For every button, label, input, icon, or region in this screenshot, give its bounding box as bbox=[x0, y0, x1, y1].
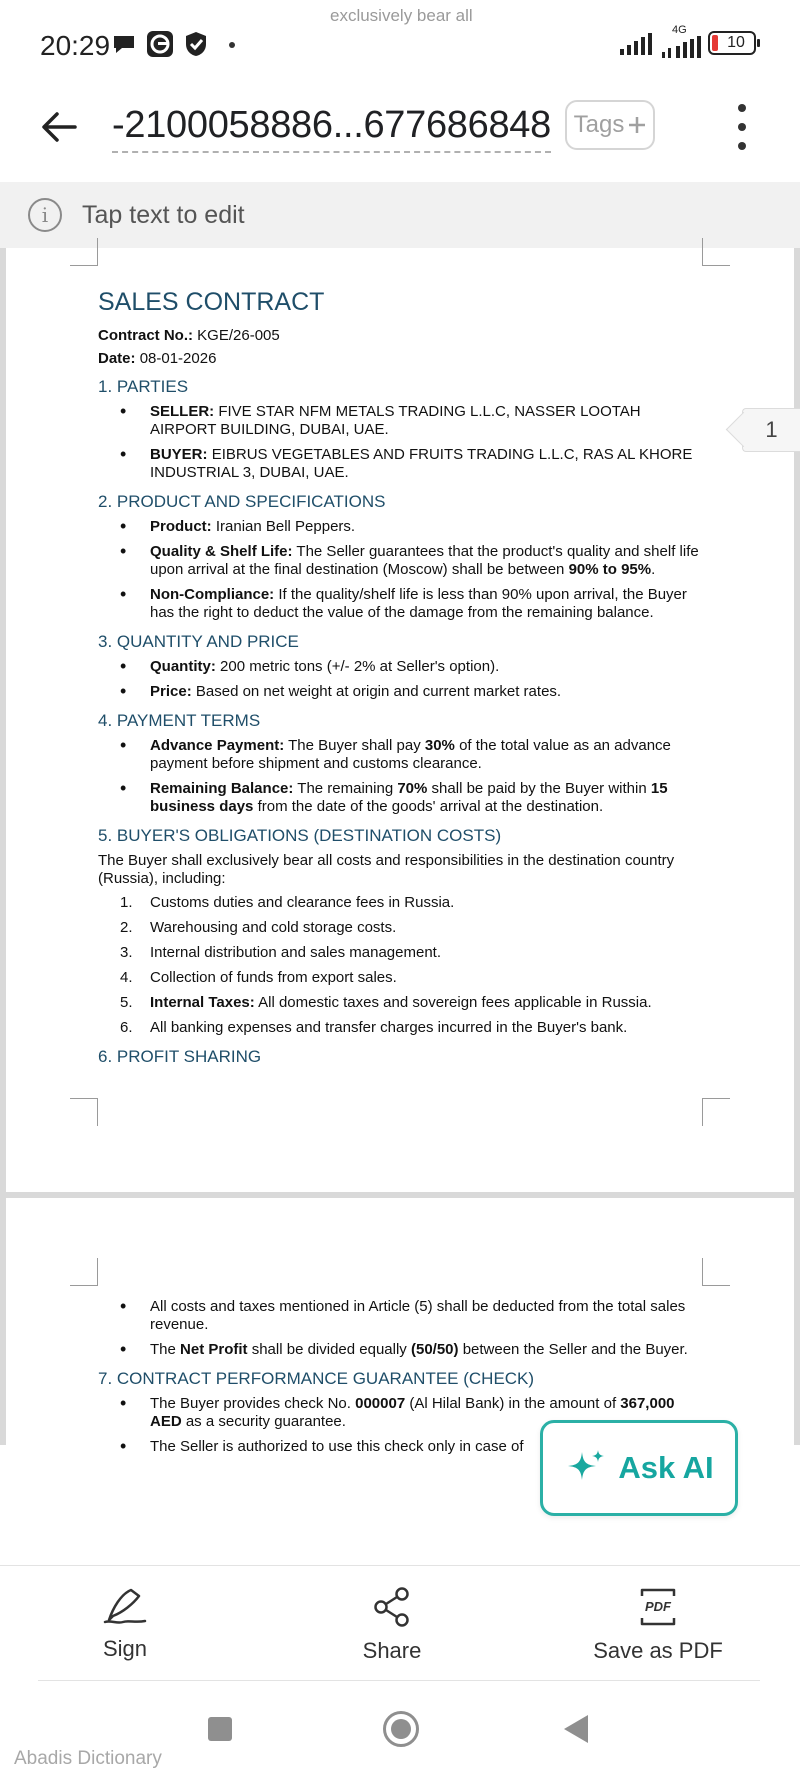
sparkle-icon bbox=[564, 1446, 608, 1490]
list-item[interactable] bbox=[98, 994, 708, 1012]
toolbar-divider bbox=[38, 1680, 760, 1681]
list-text: Warehousing and cold storage costs. bbox=[150, 919, 397, 936]
chat-icon bbox=[110, 30, 138, 58]
product-label: Product: bbox=[150, 518, 212, 535]
document-page-1[interactable] bbox=[6, 248, 794, 1192]
product-text: Iranian Bell Peppers. bbox=[215, 518, 356, 535]
sign-label: Sign bbox=[102, 1636, 148, 1661]
list-text: All banking expenses and transfer charges incurred in the Buyer's bank. bbox=[150, 1019, 628, 1036]
profit-text-rest: between the Seller and the Buyer. bbox=[462, 1341, 688, 1358]
advance-text-rest: of the total value as an advance payment before shipment and customs clearance. bbox=[150, 737, 671, 772]
remaining-days: 15 business days bbox=[150, 780, 668, 815]
buyer-label: BUYER: bbox=[150, 446, 208, 463]
section-title-quantity[interactable]: 3. QUANTITY AND PRICE bbox=[98, 632, 299, 651]
list-item[interactable] bbox=[98, 737, 708, 773]
section-title-obligations[interactable]: 5. BUYER'S OBLIGATIONS (DESTINATION COSTS) bbox=[98, 826, 502, 845]
profit-split: (50/50) bbox=[410, 1341, 459, 1358]
home-button[interactable] bbox=[383, 1711, 419, 1747]
list-item[interactable]: • Quality & Shelf Life: The Seller guarantees that the product's quality and shelf life upon arrival at the final destination (Moscow) shall be between 90% to 95%. bbox=[98, 543, 708, 579]
signal-4g-icon bbox=[662, 24, 702, 58]
guarantee-item-partial: The Seller is authorized to use this check only in case of bbox=[150, 1438, 524, 1455]
top-app-bar bbox=[0, 90, 800, 182]
net-profit-label: Net Profit bbox=[180, 1341, 248, 1358]
page-corner-mark bbox=[702, 1098, 730, 1126]
list-item[interactable] bbox=[98, 658, 708, 676]
noncompliance-text: If the quality/shelf life is less than 90% upon arrival, the Buyer has the right to deduct the value of the damage from the remaining balance. bbox=[150, 586, 687, 621]
more-dot-icon bbox=[738, 104, 746, 112]
list-item[interactable] bbox=[98, 586, 708, 622]
share-button[interactable] bbox=[302, 1586, 482, 1664]
list-item[interactable] bbox=[98, 780, 708, 816]
system-back-button[interactable] bbox=[564, 1715, 588, 1743]
advance-label: Advance Payment: bbox=[150, 737, 285, 754]
more-options-button[interactable] bbox=[730, 104, 754, 150]
contract-number-value: KGE/26-005 bbox=[197, 327, 280, 344]
buyer-text: EIBRUS VEGETABLES AND FRUITS TRADING L.L.C, RAS AL KHORE INDUSTRIAL 3, DUBAI, UAE. bbox=[150, 446, 693, 481]
ask-ai-label: Ask AI bbox=[618, 1450, 714, 1485]
list-item[interactable] bbox=[98, 894, 708, 912]
sign-button[interactable] bbox=[35, 1586, 215, 1662]
document-viewer[interactable] bbox=[0, 248, 800, 1455]
remaining-text: The remaining bbox=[297, 780, 394, 797]
seller-label: SELLER: bbox=[150, 403, 215, 420]
quality-range: 90% to 95% bbox=[568, 561, 652, 578]
back-button[interactable] bbox=[36, 104, 82, 150]
noncompliance-label: Non-Compliance: bbox=[150, 586, 275, 603]
section-title-parties[interactable]: 1. PARTIES bbox=[98, 377, 189, 396]
guarantee-amount: 367,000 AED bbox=[150, 1395, 675, 1430]
shield-check-icon bbox=[182, 30, 210, 58]
payment-list bbox=[98, 737, 708, 816]
section-title-guarantee[interactable]: 7. CONTRACT PERFORMANCE GUARANTEE (CHECK) bbox=[98, 1369, 535, 1388]
notification-icons bbox=[110, 30, 210, 58]
guarantee-text-rest: as a security guarantee. bbox=[185, 1413, 346, 1430]
save-as-pdf-label: Save as PDF bbox=[593, 1638, 723, 1663]
quantity-list bbox=[98, 658, 708, 701]
page-corner-mark bbox=[70, 238, 98, 266]
info-icon: i bbox=[28, 198, 62, 232]
page-corner-mark bbox=[70, 1098, 98, 1126]
list-item[interactable] bbox=[98, 683, 708, 701]
pdf-icon-text: PDF bbox=[645, 1599, 671, 1614]
list-text: Collection of funds from export sales. bbox=[150, 969, 397, 986]
signature-pen-icon bbox=[103, 1586, 147, 1626]
advance-text: The Buyer shall pay bbox=[288, 737, 421, 754]
seller-text: FIVE STAR NFM METALS TRADING L.L.C, NASSER LOOTAH AIRPORT BUILDING, DUBAI, UAE. bbox=[150, 403, 641, 438]
list-item[interactable] bbox=[98, 1019, 708, 1037]
edit-hint-bar bbox=[0, 182, 800, 248]
plus-icon bbox=[628, 116, 646, 134]
advance-percent: 30% bbox=[424, 737, 455, 754]
page-1-content bbox=[98, 288, 708, 1073]
remaining-label: Remaining Balance: bbox=[150, 780, 294, 797]
page-number-indicator[interactable] bbox=[742, 408, 800, 452]
list-number: 2. bbox=[120, 919, 133, 936]
tags-button[interactable] bbox=[565, 100, 655, 150]
list-number: 1. bbox=[120, 894, 133, 911]
tags-label: Tags bbox=[573, 111, 625, 138]
document-title[interactable]: -2100058886...677686848 bbox=[112, 104, 551, 153]
list-item[interactable] bbox=[98, 944, 708, 962]
quantity-text: 200 metric tons (+/- 2% at Seller's option). bbox=[220, 658, 500, 675]
list-number: 4. bbox=[120, 969, 133, 986]
dictionary-watermark: Abadis Dictionary bbox=[14, 1748, 162, 1769]
more-dot-icon bbox=[738, 123, 746, 131]
quantity-label: Quantity: bbox=[150, 658, 216, 675]
list-number: 6. bbox=[120, 1019, 133, 1036]
share-label: Share bbox=[362, 1638, 422, 1663]
guarantee-text-mid: (Al Hilal Bank) in the amount of bbox=[409, 1395, 617, 1412]
list-item[interactable] bbox=[98, 403, 708, 439]
list-text: Customs duties and clearance fees in Russia. bbox=[150, 894, 455, 911]
quality-text: The Seller guarantees that the product's quality and shelf life upon arrival at the final destination (Moscow) shall be between bbox=[150, 543, 699, 578]
product-list bbox=[98, 518, 708, 622]
battery-level: 10 bbox=[727, 34, 745, 51]
app-e-icon bbox=[146, 30, 174, 58]
check-number: 000007 bbox=[355, 1395, 406, 1412]
price-text: Based on net weight at origin and current market rates. bbox=[195, 683, 562, 700]
list-item[interactable] bbox=[98, 518, 708, 536]
remaining-text-mid: shall be paid by the Buyer within bbox=[431, 780, 647, 797]
page-number: 1 bbox=[765, 417, 778, 442]
price-label: Price: bbox=[150, 683, 192, 700]
list-item[interactable] bbox=[98, 1298, 708, 1334]
remaining-text-rest: from the date of the goods' arrival at the destination. bbox=[257, 798, 604, 815]
obligations-intro[interactable]: The Buyer shall exclusively bear all costs and responsibilities in the destination country (Russia), including: bbox=[98, 852, 675, 887]
page-corner-mark bbox=[70, 1258, 98, 1286]
bottom-toolbar bbox=[0, 1565, 800, 1683]
list-item[interactable] bbox=[98, 919, 708, 937]
status-bar bbox=[0, 0, 800, 90]
section-title-profit[interactable]: 6. PROFIT SHARING bbox=[98, 1047, 262, 1066]
quality-label: Quality & Shelf Life: bbox=[150, 543, 293, 560]
network-type: 4G bbox=[672, 24, 687, 36]
edit-hint-text: Tap text to edit bbox=[82, 200, 245, 229]
contract-date[interactable] bbox=[98, 350, 708, 367]
profit-list bbox=[98, 1298, 708, 1359]
list-text: All domestic taxes and sovereign fees applicable in Russia. bbox=[258, 994, 652, 1011]
battery-icon bbox=[708, 31, 756, 55]
share-icon bbox=[372, 1586, 412, 1628]
obligations-list bbox=[98, 894, 708, 1037]
remaining-percent: 70% bbox=[397, 780, 428, 797]
profit-text-mid: shall be divided equally bbox=[251, 1341, 407, 1358]
page-corner-mark bbox=[702, 238, 730, 266]
contract-date-value: 08-01-2026 bbox=[139, 350, 217, 367]
pdf-icon bbox=[638, 1586, 678, 1628]
contract-number[interactable] bbox=[98, 327, 708, 344]
status-dot bbox=[229, 42, 235, 48]
list-item[interactable] bbox=[98, 446, 708, 482]
section-title-product[interactable]: 2. PRODUCT AND SPECIFICATIONS bbox=[98, 492, 386, 511]
contract-number-label: Contract No.: bbox=[98, 327, 193, 344]
save-as-pdf-button[interactable] bbox=[568, 1586, 748, 1664]
profit-item-text: All costs and taxes mentioned in Article (5) shall be deducted from the total sales revenue. bbox=[150, 1298, 686, 1333]
signal-icon bbox=[620, 31, 656, 55]
contract-date-label: Date: bbox=[98, 350, 136, 367]
guarantee-text: The Buyer provides check No. bbox=[150, 1395, 351, 1412]
list-label: Internal Taxes: bbox=[150, 994, 255, 1011]
more-dot-icon bbox=[738, 142, 746, 150]
list-item[interactable] bbox=[98, 969, 708, 987]
status-right-icons bbox=[620, 24, 756, 58]
page-corner-mark bbox=[702, 1258, 730, 1286]
list-number: 3. bbox=[120, 944, 133, 961]
status-time: 20:29 bbox=[40, 30, 111, 61]
list-item[interactable] bbox=[98, 1341, 708, 1359]
arrow-left-icon bbox=[41, 111, 77, 143]
list-text: Internal distribution and sales management. bbox=[150, 944, 442, 961]
list-number: 5. bbox=[120, 994, 133, 1011]
status-overlay-text: exclusively bear all bbox=[330, 6, 473, 25]
ask-ai-button[interactable] bbox=[540, 1420, 738, 1516]
recent-apps-button[interactable] bbox=[208, 1717, 232, 1741]
contract-heading[interactable]: SALES CONTRACT bbox=[98, 288, 325, 316]
profit-text: The bbox=[150, 1341, 176, 1358]
section-title-payment[interactable]: 4. PAYMENT TERMS bbox=[98, 711, 261, 730]
parties-list bbox=[98, 403, 708, 482]
